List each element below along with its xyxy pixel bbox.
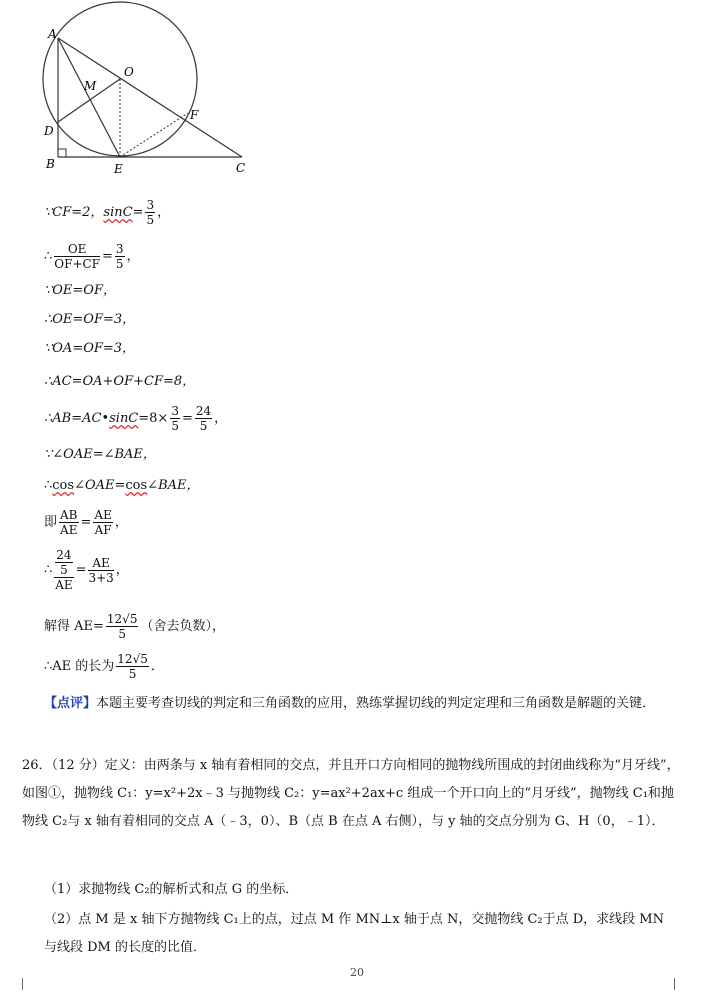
- step-11: ∴ $\frac{\frac{24}{5}}{AE}$ = $\frac{AE}{3+3}$ ，: [44, 548, 129, 592]
- comment-text: 本题主要考查切线的判定和三角函数的应用，熟练掌握切线的判定定理和三角函数是解题的关键．: [96, 696, 656, 711]
- problem-26: 26．（12 分）定义：由两条与 x 轴有着相同的交点，并且开口方向相同的抛物线所围成的封闭曲线称为“月牙线”，如图①，抛物线 C₁：y=x²+2x﹣3 与抛物线 C₂：y=ax²+2ax+c 组成一个开口向上的“月牙线”，抛物线 C₁和抛物线 C₂与 x 轴有着相同的交点 A（﹣3，0）、B（点 B 在点 A 右侧），与 y 轴的交点分别为 G、H（0，﹣1）．: [22, 758, 680, 829]
- question-1: （1）求抛物线 C₂的解析式和点 G 的坐标．: [44, 882, 299, 897]
- label-o: O: [124, 65, 134, 79]
- footer-rule-left: [22, 978, 23, 990]
- step-6: ∴AC=OA+OF+CF=8，: [44, 374, 196, 389]
- comment-tag: 【点评】: [44, 696, 97, 711]
- step-7: ∴AB=AC•sinC=8× $\frac{3}{5}$ = $\frac{24}{5}$ ，: [44, 404, 228, 433]
- step-4: ∴OE=OF=3，: [44, 312, 136, 327]
- geometry-figure: [30, 0, 310, 185]
- step-5: ∵OA=OF=3，: [44, 341, 136, 356]
- label-c: C: [236, 161, 246, 175]
- label-b: B: [46, 157, 55, 171]
- question-2: （2）点 M 是 x 轴下方抛物线 C₁上的点，过点 M 作 MN⊥x 轴于点 N，交抛物线 C₂于点 D，求线段 MN 与线段 DM 的长度的比值．: [44, 912, 664, 955]
- step-2: ∴ $\frac{OE}{OF+CF}$ = $\frac{3}{5}$ ，: [44, 242, 140, 271]
- segment-ae: [58, 38, 120, 157]
- step-8: ∵∠OAE=∠BAE，: [44, 447, 156, 462]
- step-9: ∴cos∠OAE=cos∠BAE，: [44, 478, 200, 493]
- label-d: D: [44, 124, 54, 138]
- segment-ef: [120, 113, 188, 157]
- footer-rule-right: [674, 978, 675, 990]
- label-f: F: [190, 108, 199, 122]
- comment-paragraph: [44, 690, 680, 718]
- segment-ac: [58, 38, 242, 157]
- step-1: ∵CF=2，sinC= $\frac{3}{5}$ ，: [44, 198, 171, 227]
- step-13: ∴AE 的长为 $\frac{12√5}{5}$ ．: [44, 652, 164, 681]
- step-12: 解得 AE= $\frac{12√5}{5}$ （舍去负数），: [44, 612, 225, 641]
- page-number: 20: [350, 966, 364, 979]
- label-a: A: [48, 27, 57, 41]
- label-m: M: [84, 79, 97, 93]
- label-e: E: [114, 162, 123, 176]
- step-3: ∵OE=OF，: [44, 283, 116, 298]
- right-angle-mark: [58, 149, 66, 157]
- step-10: 即 $\frac{AB}{AE}$ = $\frac{AE}{AF}$ ，: [44, 508, 128, 537]
